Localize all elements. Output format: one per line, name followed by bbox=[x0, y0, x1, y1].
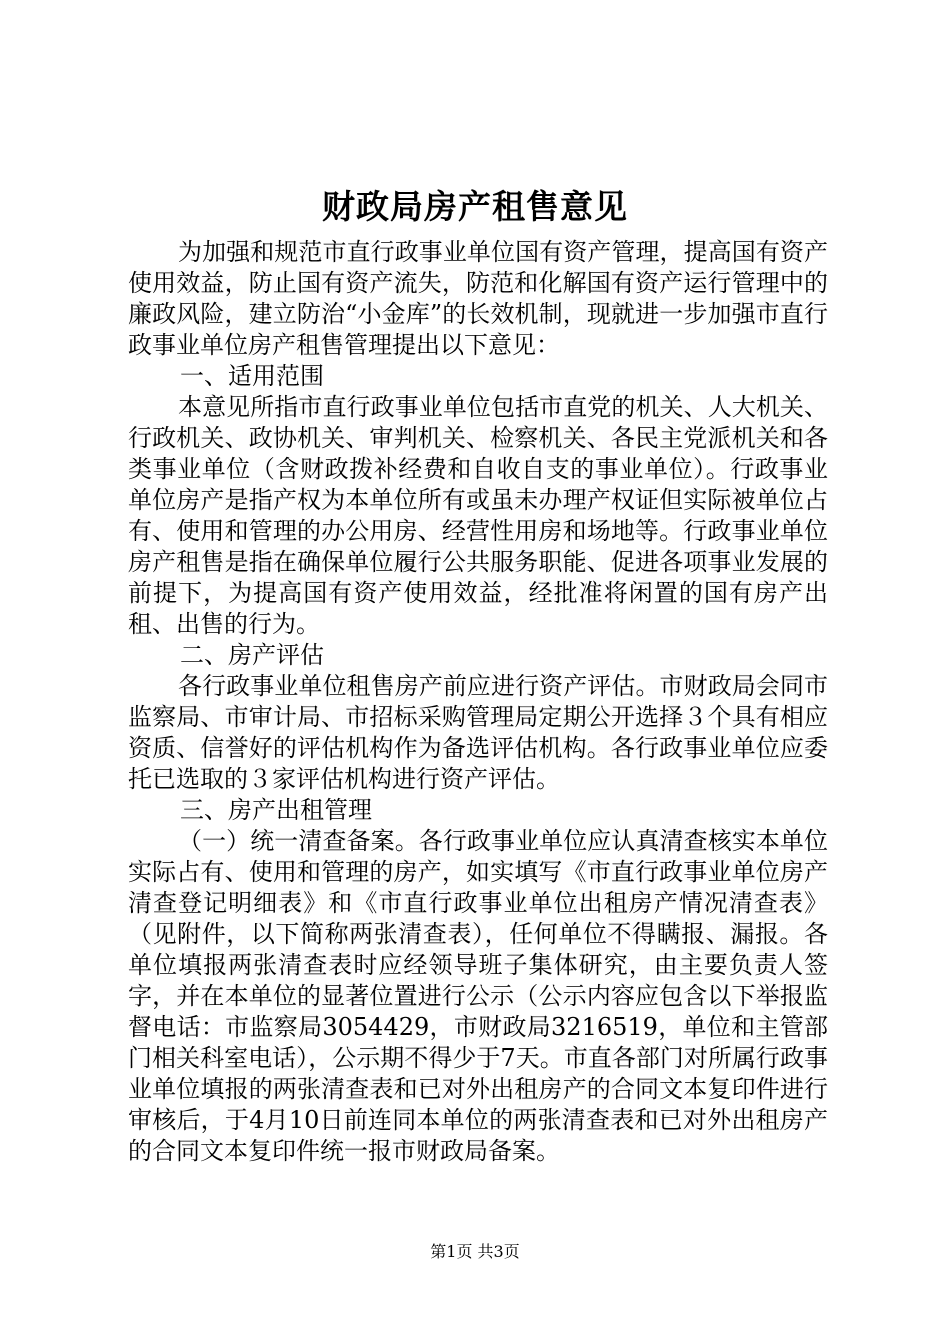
section-heading-assessment: 二、房产评估 bbox=[180, 641, 324, 669]
rental-paragraph: （一）统一清查备案。各行政事业单位应认真清查核实本单位实际占有、使用和管理的房产，如实填写《市直行政事业单位房产清查登记明细表》和《市直行政事业单位出租房产情况清查表》（见附件，以下简称两张清查表），任何单位不得瞒报、漏报。各单位填报两张清查表时应经领导班子集体研究，由主要负责人签字，并在本单位的显著位置进行公示（公示内容应包含以下举报监督电话：市监察局3054429，市财政局3216519，单位和主管部门相关科室电话），公示期不得少于7天。市直各部门对所属行政事业单位填报的两张清查表和已对外出租房产的合同文本复印件进行审核后，于4月10日前连同本单位的两张清查表和已对外出租房产的合同文本复印件统一报市财政局备案。 bbox=[128, 827, 828, 1165]
assessment-paragraph: 各行政事业单位租售房产前应进行资产评估。市财政局会同市监察局、市审计局、市招标采购管理局定期公开选择３个具有相应资质、信誉好的评估机构作为备选评估机构。各行政事业单位应委托已选取的３家评估机构进行资产评估。 bbox=[128, 672, 828, 793]
document-title: 财政局房产租售意见 bbox=[322, 187, 628, 226]
section-heading-scope: 一、适用范围 bbox=[180, 362, 324, 390]
section-heading-rental: 三、房产出租管理 bbox=[180, 796, 372, 824]
document-body bbox=[128, 237, 828, 1167]
intro-paragraph: 为加强和规范市直行政事业单位国有资产管理，提高国有资产使用效益，防止国有资产流失，防范和化解国有资产运行管理中的廉政风险，建立防治“小金库”的长效机制，现就进一步加强市直行政事业单位房产租售管理提出以下意见： bbox=[128, 238, 828, 359]
scope-paragraph: 本意见所指市直行政事业单位包括市直党的机关、人大机关、行政机关、政协机关、审判机关、检察机关、各民主党派机关和各类事业单位（含财政拨补经费和自收自支的事业单位）。行政事业单位房产是指产权为本单位所有或虽未办理产权证但实际被单位占有、使用和管理的办公用房、经营性用房和场地等。行政事业单位房产租售是指在确保单位履行公共服务职能、促进各项事业发展的前提下，为提高国有资产使用效益，经批准将闲置的国有房产出租、出售的行为。 bbox=[128, 393, 828, 638]
page-footer: 第1页 共3页 bbox=[430, 1242, 520, 1261]
